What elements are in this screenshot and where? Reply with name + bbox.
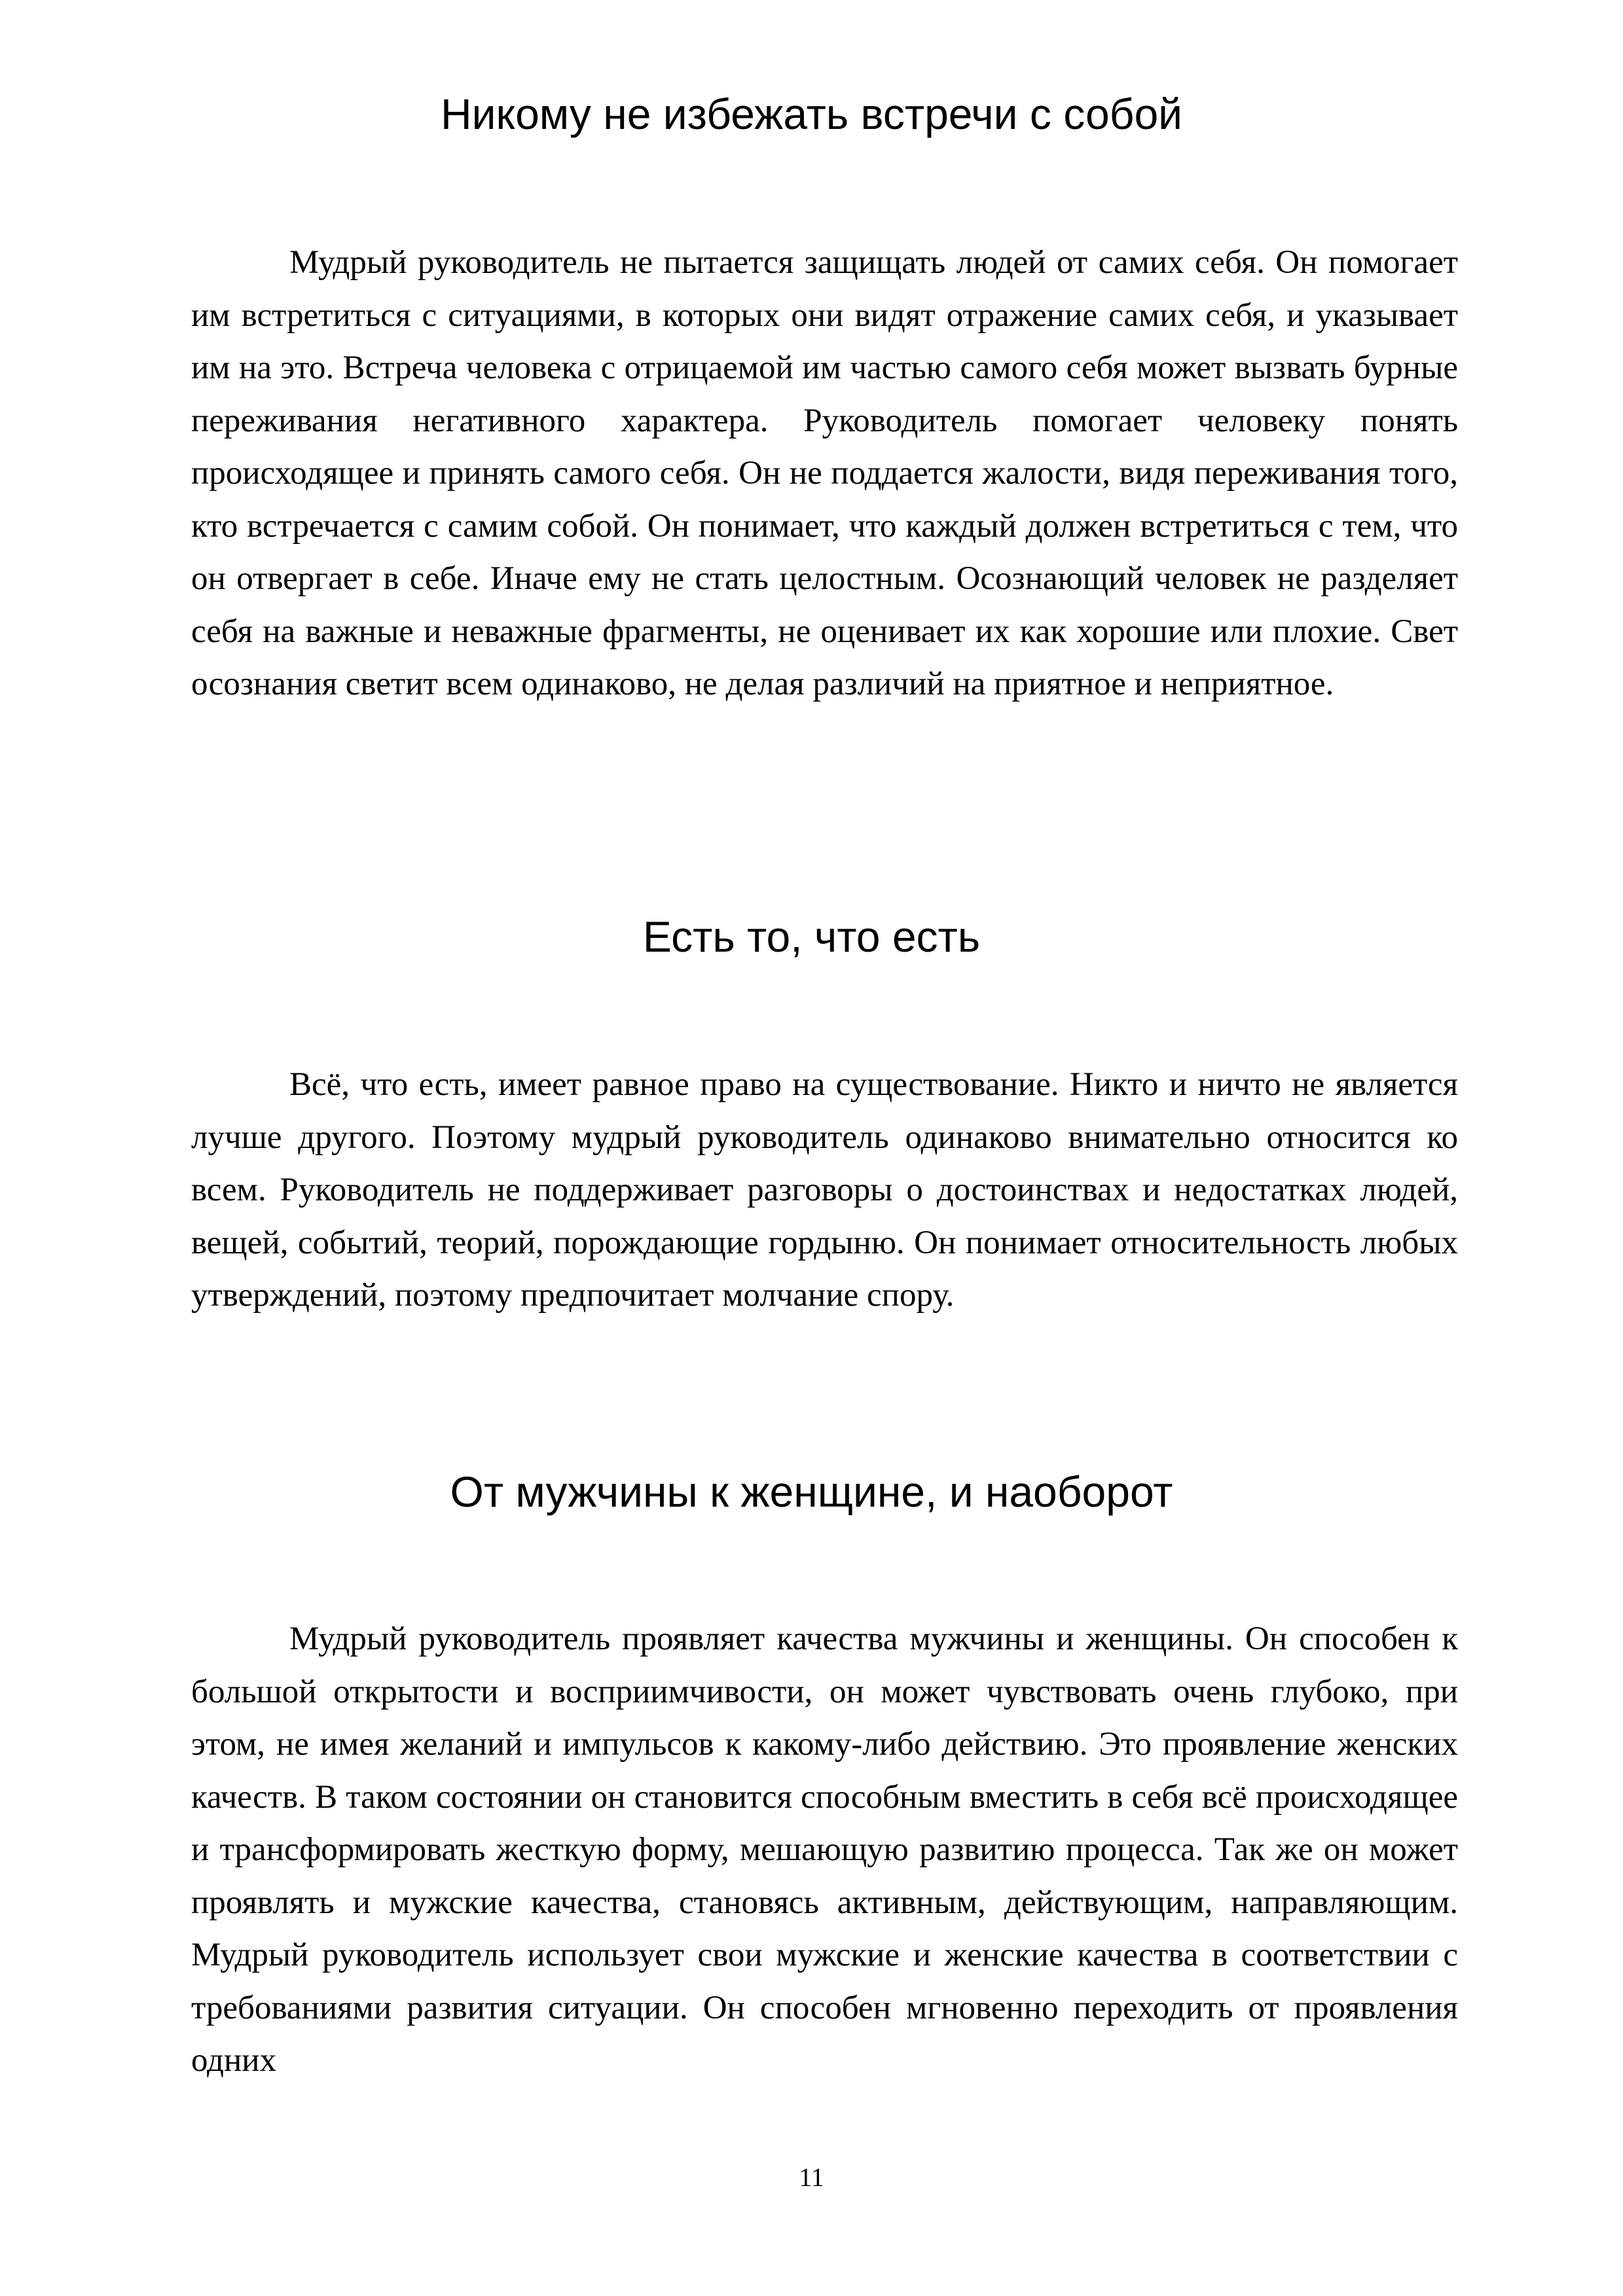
section-heading: Никому не избежать встречи с собой (440, 90, 1183, 138)
section-paragraph: Мудрый руководитель проявляет качества мужчины и женщины. Он способен к большой открытости и восприимчивости, он может чувствовать очень глубоко, при этом, не имея желаний и импульсов к какому-либо действию. Это проявление женских качеств. В таком состоянии он становится способным вместить в себя всё происходящее и трансформировать жесткую форму, мешающую развитию процесса. Так же он может проявлять и мужские качества, становясь активным, действующим, направляющим. Мудрый руководитель использует свои мужские и женские качества в соответствии с требованиями развития ситуации. Он способен мгновенно переходить от проявления одних (191, 1621, 1458, 2079)
page-number: 11 (799, 2162, 824, 2192)
section-heading: От мужчины к женщине, и наоборот (450, 1467, 1173, 1516)
section-heading: Есть то, что есть (642, 912, 981, 961)
section-paragraph: Мудрый руководитель не пытается защищать людей от самих себя. Он помогает им встретиться с ситуациями, в которых они видят отражение самих себя, и указывает им на это. Встреча человека с отрицаемой им частью самого себя может вызвать бурные переживания негативного характера. Руководитель помогает человеку понять происходящее и принять самого себя. Он не поддается жалости, видя переживания того, кто встречается с самим собой. Он понимает, что каждый должен встретиться с тем, что он отвергает в себе. Иначе ему не стать целостным. Осознающий человек не разделяет себя на важные и неважные фрагменты, не оценивает их как хорошие или плохие. Свет осознания светит всем одинаково, не делая различий на приятное и неприятное. (191, 244, 1458, 702)
section-paragraph: Всё, что есть, имеет равное право на существование. Никто и ничто не является лучше другого. Поэтому мудрый руководитель одинаково внимательно относится ко всем. Руководитель не поддерживает разговоры о достоинствах и недостатках людей, вещей, событий, теорий, порождающие гордыню. Он понимает относительность любых утверждений, поэтому предпочитает молчание спору. (191, 1066, 1458, 1314)
